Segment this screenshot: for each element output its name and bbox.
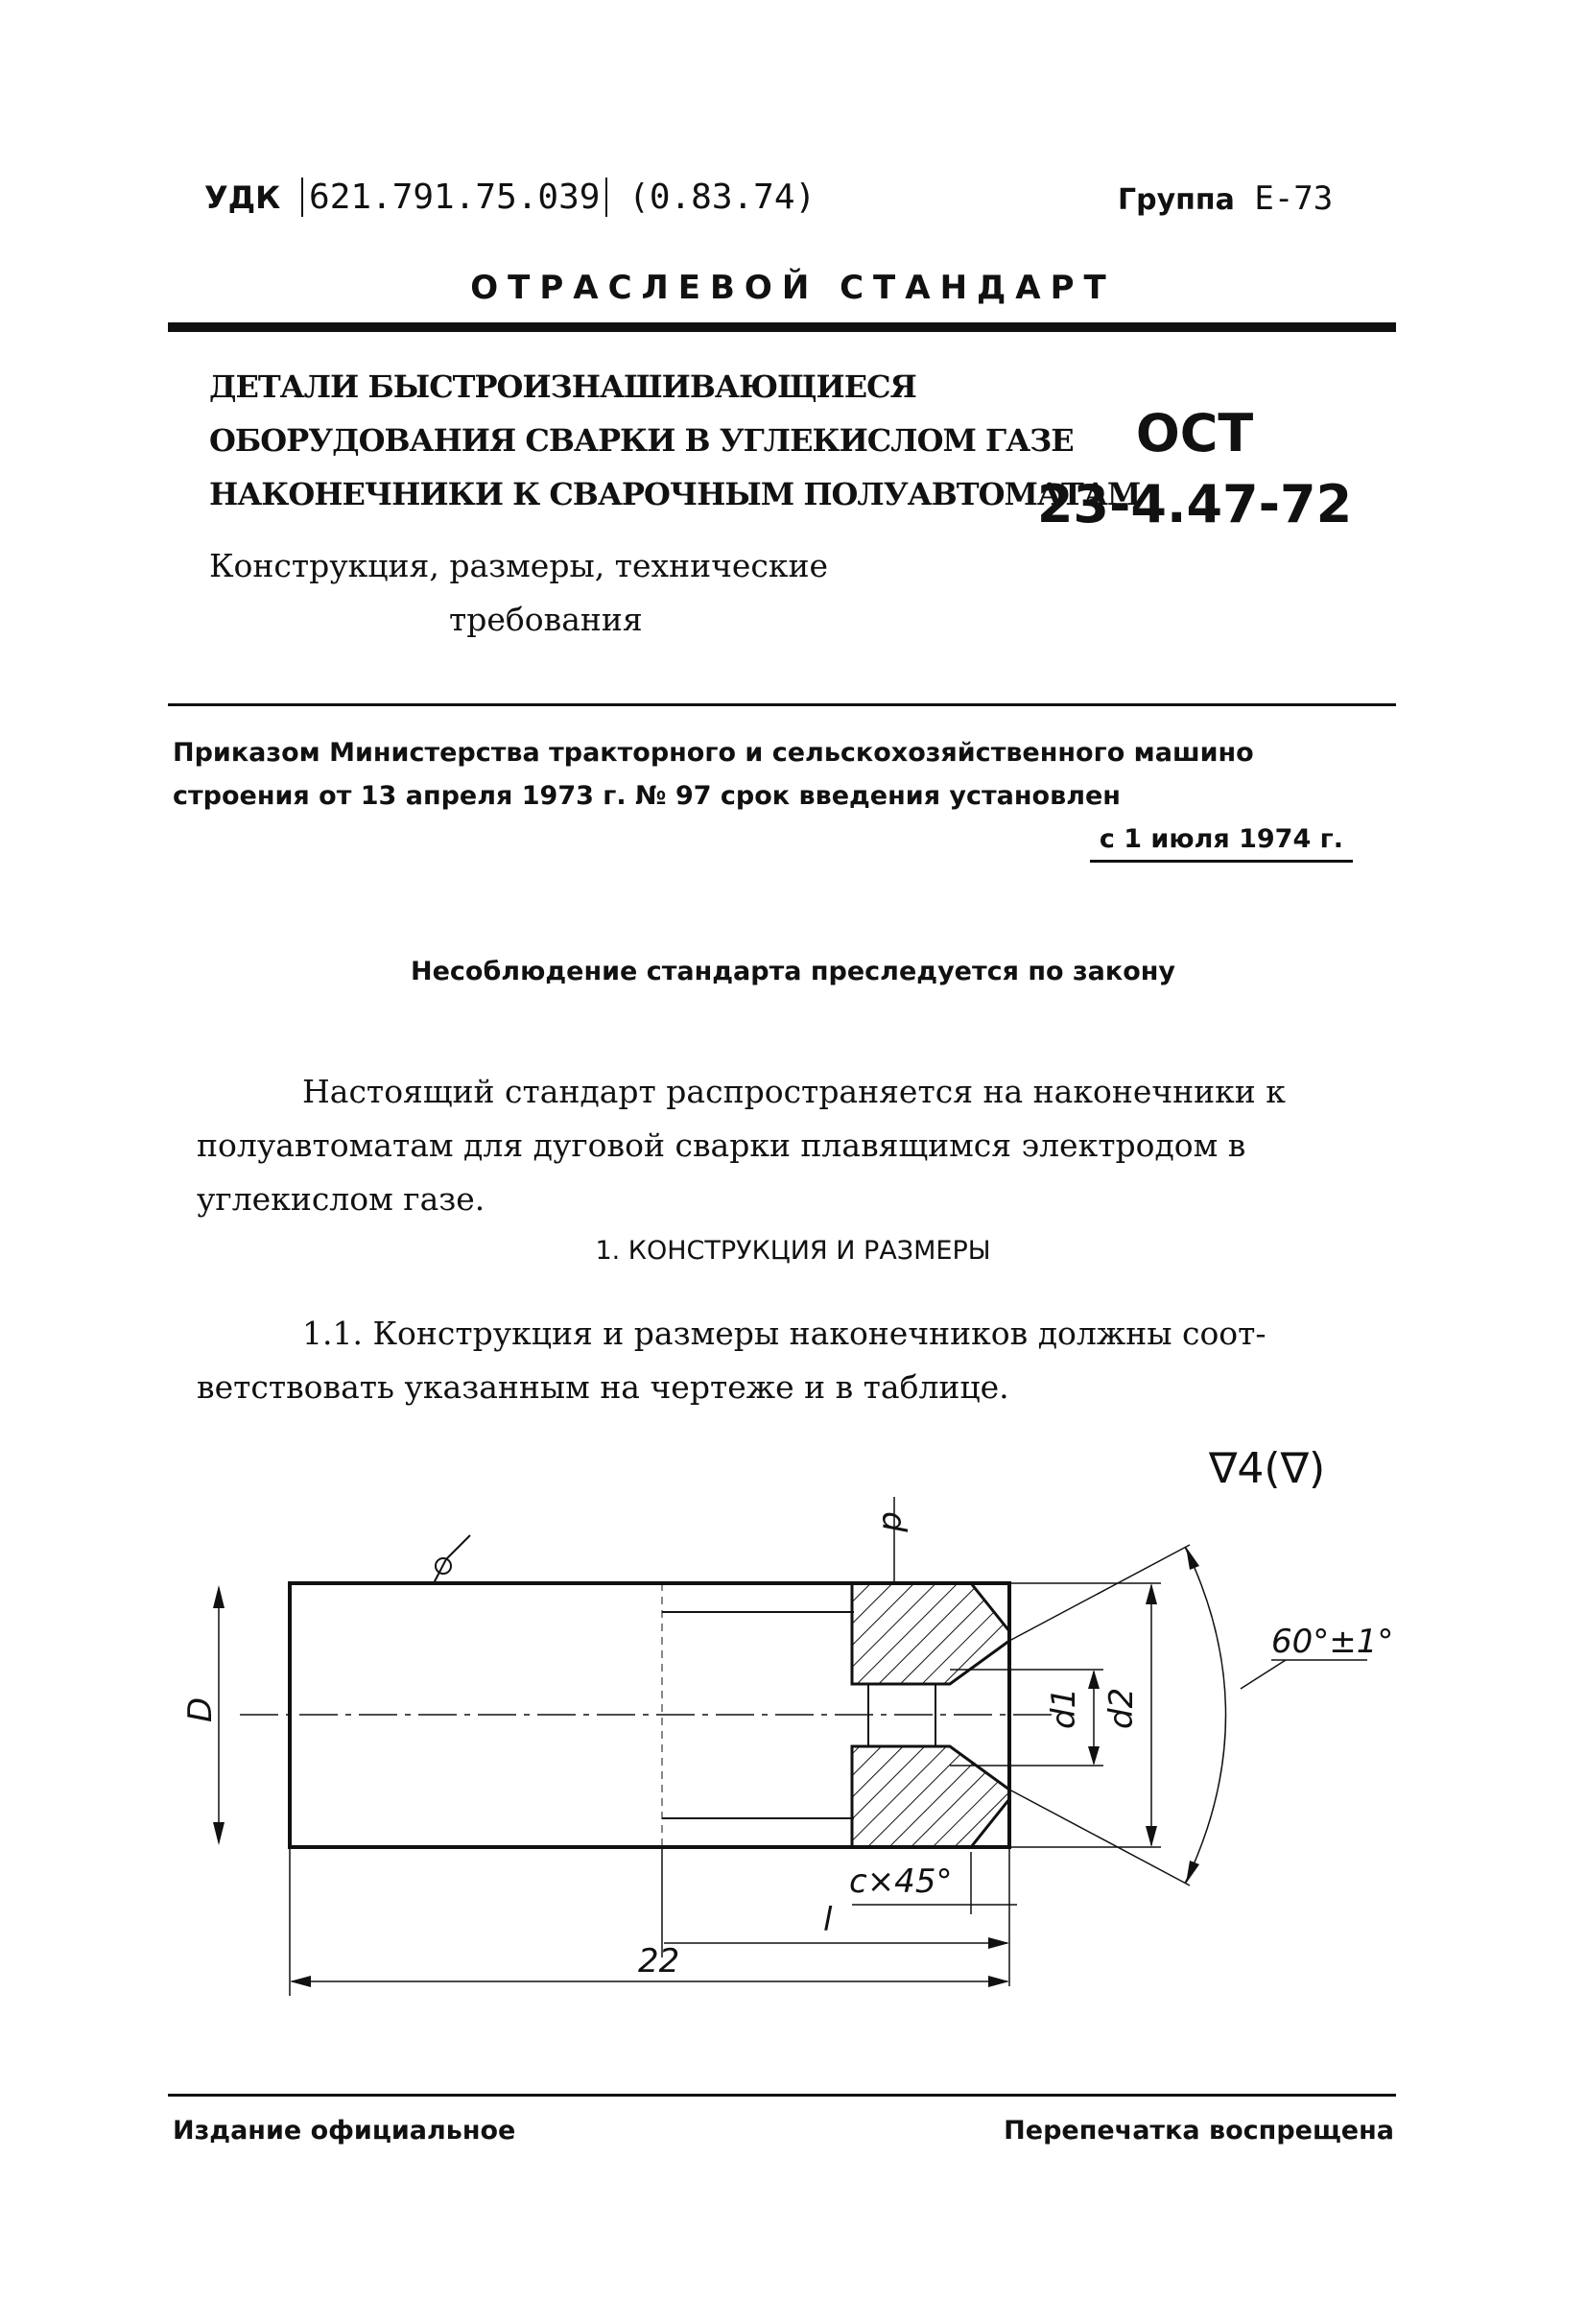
label-d2: d2 — [1102, 1687, 1141, 1729]
footer-reprint-notice: Перепечатка воспрещена — [1004, 2116, 1394, 2146]
heading-rule — [168, 322, 1396, 332]
group-line — [1118, 179, 1333, 218]
title-rule — [168, 703, 1396, 706]
udk-label: УДК — [204, 179, 281, 216]
section-title: 1. КОНСТРУКЦИЯ И РАЗМЕРЫ — [595, 1236, 991, 1266]
order-line-3-wrap — [173, 818, 1391, 861]
roughness-symbol: ∇4(∇) — [1209, 1444, 1326, 1493]
standard-number-1: ОСТ — [1135, 403, 1254, 463]
intro-paragraph — [197, 1065, 1348, 1226]
subtitle-line-2: требования — [449, 601, 643, 638]
label-l: l — [823, 1901, 833, 1939]
label-d: d — [874, 1511, 912, 1532]
label-D: D — [181, 1696, 220, 1722]
standard-heading: ОТРАСЛЕВОЙ СТАНДАРТ — [470, 269, 1116, 307]
order-block — [173, 731, 1391, 861]
standard-number — [1036, 398, 1353, 540]
document-title — [209, 360, 1140, 521]
intro-line-3: углекислом газе. — [197, 1180, 485, 1218]
intro-line-1: Настоящий стандарт распространяется на наконечники к — [302, 1073, 1286, 1110]
law-notice: Несоблюдение стандарта преследуется по закону — [410, 957, 1176, 986]
order-line-2: строения от 13 апреля 1973 г. № 97 срок введения установлен — [173, 781, 1121, 811]
paragraph-1-1-line-1: 1.1. Конструкция и размеры наконечников должны соот- — [302, 1315, 1266, 1352]
paragraph-1-1-line-2: ветствовать указанным на чертеже и в таблице. — [197, 1368, 1009, 1406]
standard-number-2: 23-4.47-72 — [1036, 474, 1353, 534]
group-code: Е-73 — [1254, 179, 1334, 218]
udk-extra: (0.83.74) — [628, 178, 817, 217]
title-line-1: ДЕТАЛИ БЫСТРОИЗНАШИВАЮЩИЕСЯ — [209, 368, 916, 405]
section-lower — [852, 1746, 1009, 1847]
footer-edition: Издание официальное — [173, 2116, 516, 2146]
intro-line-2: полуавтоматам для дуговой сварки плавящимся электродом в — [197, 1126, 1246, 1164]
title-line-2: ОБОРУДОВАНИЯ СВАРКИ В УГЛЕКИСЛОМ ГАЗЕ — [209, 422, 1074, 459]
label-chamfer: c×45° — [849, 1862, 953, 1901]
footer-rule — [168, 2094, 1396, 2097]
subtitle-line-1: Конструкция, размеры, технические — [209, 547, 829, 584]
paragraph-1-1 — [197, 1307, 1348, 1414]
title-line-3: НАКОНЕЧНИКИ К СВАРОЧНЫМ ПОЛУАВТОМАТАМ — [209, 476, 1141, 512]
label-angle: 60°±1° — [1271, 1623, 1394, 1661]
angle-arc — [1185, 1547, 1226, 1884]
group-label: Группа — [1118, 183, 1235, 217]
nozzle-drawing — [0, 1411, 1586, 2063]
label-length: 22 — [638, 1942, 680, 1980]
label-d1: d1 — [1045, 1687, 1083, 1729]
order-line-3: с 1 июля 1974 г. — [1090, 824, 1353, 863]
document-subtitle — [209, 539, 828, 647]
udk-line — [204, 178, 816, 217]
order-line-1: Приказом Министерства тракторного и сельскохозяйственного машино — [173, 738, 1254, 768]
udk-code: 621.791.75.039 — [301, 178, 607, 217]
